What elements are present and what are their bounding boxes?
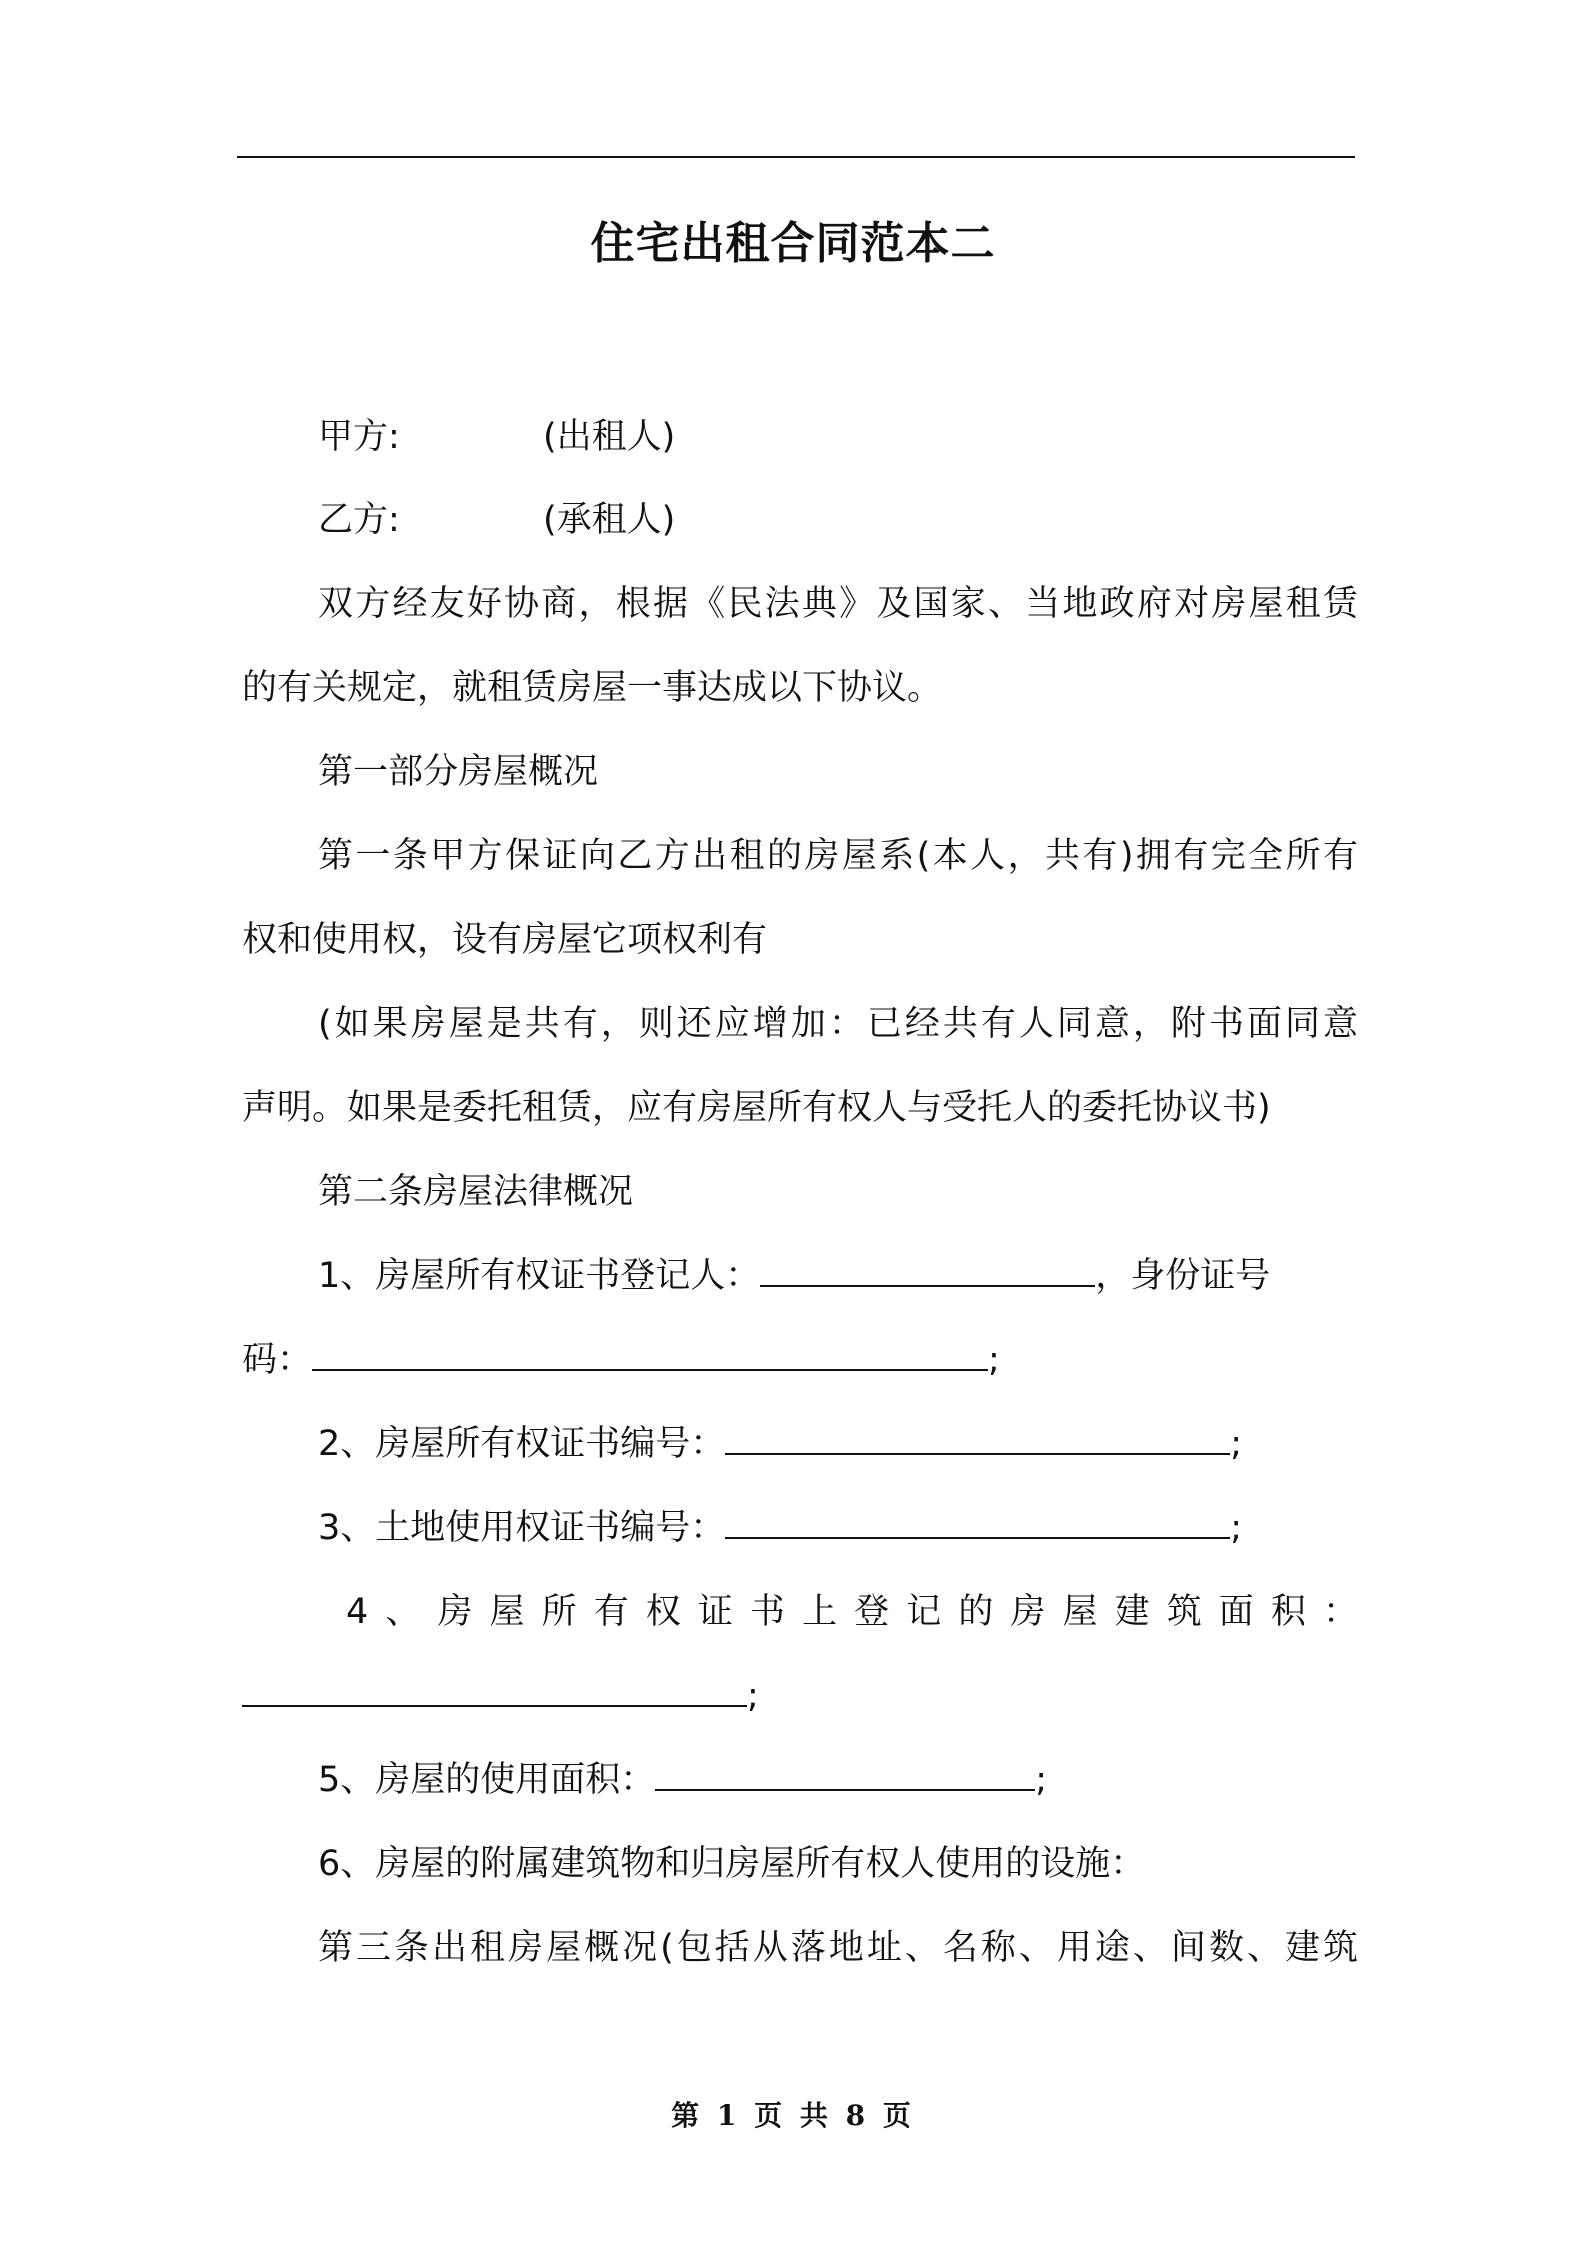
building-area-blank xyxy=(242,1675,747,1707)
item-4-line-2 xyxy=(242,1672,1357,1720)
id-number-blank xyxy=(312,1339,988,1371)
item-1-label: 1、房屋所有权证书登记人： xyxy=(318,1256,761,1296)
item-1-id-label: ，身份证号 xyxy=(1095,1256,1271,1296)
item-1-line-1 xyxy=(318,1252,1358,1300)
item-4-terminator: ; xyxy=(747,1676,759,1716)
article-1-line-1: 第一条甲方保证向乙方出租的房屋系(本人，共有)拥有完全所有 xyxy=(318,836,1358,876)
article-1-note-line-2: 声明。如果是委托租赁，应有房屋所有权人与受托人的委托协议书) xyxy=(242,1088,1271,1128)
item-4-line-1: 4、房屋所有权证书上登记的房屋建筑面积： xyxy=(346,1592,1358,1632)
article-2-heading: 第二条房屋法律概况 xyxy=(318,1172,634,1212)
item-3-label: 3、土地使用权证书编号： xyxy=(318,1508,726,1548)
item-3-line xyxy=(318,1504,1358,1552)
document-title: 住宅出租合同范本二 xyxy=(590,218,996,269)
land-cert-number-blank xyxy=(725,1507,1230,1539)
party-a-role: (出租人) xyxy=(543,417,676,457)
item-2-terminator: ; xyxy=(1230,1424,1243,1464)
party-a-line xyxy=(318,413,1358,461)
party-b-role: (承租人) xyxy=(543,500,676,540)
article-1-line-2: 权和使用权，设有房屋它项权利有 xyxy=(242,920,768,960)
item-5-label: 5、房屋的使用面积： xyxy=(318,1760,656,1800)
page-number-footer: 第 1 页 共 8 页 xyxy=(671,2099,915,2132)
item-2-label: 2、房屋所有权证书编号： xyxy=(318,1424,726,1464)
item-2-line xyxy=(318,1420,1358,1468)
item-6-line: 6、房屋的附属建筑物和归房屋所有权人使用的设施： xyxy=(318,1844,1146,1884)
item-1-terminator: ; xyxy=(988,1340,1000,1380)
intro-paragraph-line-1: 双方经友好协商，根据《民法典》及国家、当地政府对房屋租赁 xyxy=(318,584,1358,624)
party-b-label: 乙方: xyxy=(318,500,400,540)
party-a-label: 甲方: xyxy=(318,417,400,457)
intro-paragraph-line-2: 的有关规定，就租赁房屋一事达成以下协议。 xyxy=(242,668,943,708)
item-1-id-label-cont: 码： xyxy=(242,1340,313,1380)
header-rule xyxy=(237,156,1355,158)
article-3-line-1: 第三条出租房屋概况(包括从落地址、名称、用途、间数、建筑 xyxy=(318,1928,1358,1968)
ownership-cert-number-blank xyxy=(725,1423,1230,1455)
part-1-heading: 第一部分房屋概况 xyxy=(318,752,599,792)
item-1-line-2 xyxy=(242,1336,1357,1384)
item-5-terminator: ; xyxy=(1035,1760,1048,1800)
item-3-terminator: ; xyxy=(1230,1508,1243,1548)
item-5-line xyxy=(318,1756,1358,1804)
owner-name-blank xyxy=(760,1255,1095,1287)
party-b-line xyxy=(318,496,1358,544)
article-1-note-line-1: (如果房屋是共有，则还应增加：已经共有人同意，附书面同意 xyxy=(318,1004,1358,1044)
usable-area-blank xyxy=(655,1759,1035,1791)
